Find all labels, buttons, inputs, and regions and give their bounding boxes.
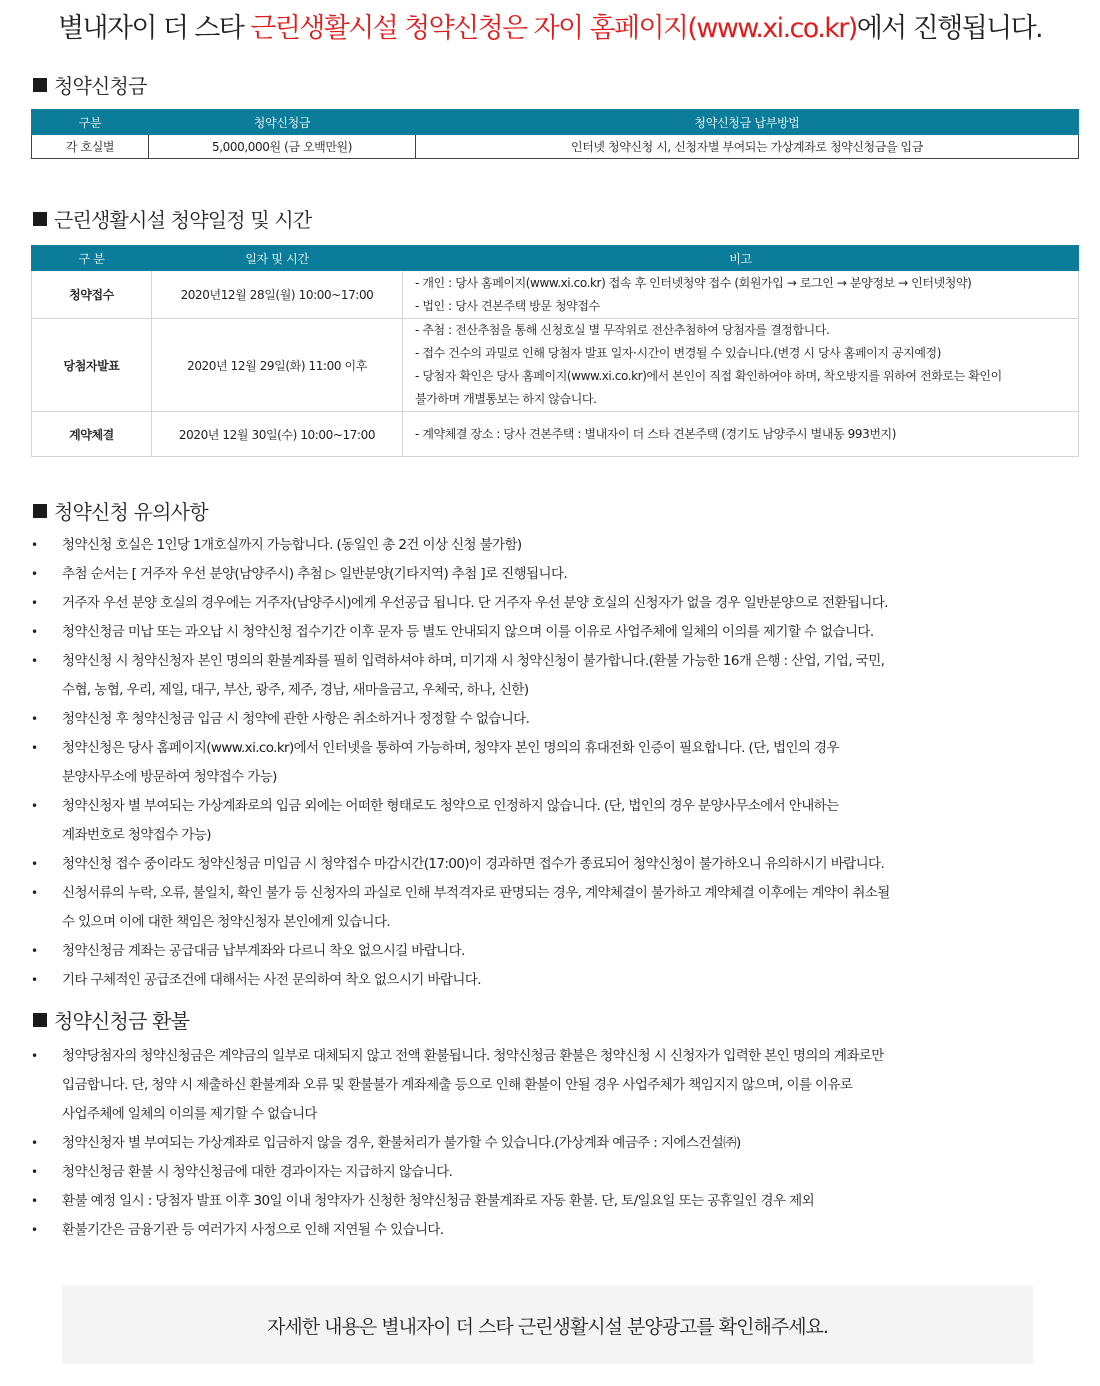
list-item xyxy=(31,850,1091,879)
headline-suffix: 에서 진행됩니다. xyxy=(856,13,1043,44)
schedule-header-category: 구 분 xyxy=(32,246,152,271)
list-item xyxy=(31,705,1091,734)
list-item-text: 수협, 농협, 우리, 제일, 대구, 부산, 광주, 제주, 경남, 새마을금고, 우체국, 하나, 신한) xyxy=(62,682,529,698)
notice-title-text: 청약신청 유의사항 xyxy=(54,500,208,524)
list-item-text: 거주자 우선 분양 호실의 경우에는 거주자(남양주시)에게 우선공급 됩니다. 단 거주자 우선 분양 호실의 신청자가 없을 경우 일반분양으로 전환됩니다. xyxy=(62,595,888,611)
list-item xyxy=(31,560,1091,589)
list-item-text: 사업주체에 일체의 이의를 제기할 수 없습니다 xyxy=(62,1106,317,1122)
list-item-text: 청약신청자 별 부여되는 가상계좌로 입금하지 않을 경우, 환불처리가 불가할 수 있습니다.(가상계좌 예금주 : 지에스건설㈜) xyxy=(62,1135,741,1151)
deposit-cell-method: 인터넷 청약신청 시, 신청자별 부여되는 가상계좌로 청약신청금을 입금 xyxy=(416,135,1079,159)
list-item-text: 청약신청 접수 중이라도 청약신청금 미입금 시 청약접수 마감시간(17:00)이 경과하면 접수가 종료되어 청약신청이 불가하오니 유의하시기 바랍니다. xyxy=(62,856,885,872)
remark-line: - 당첨자 확인은 당사 홈페이지(www.xi.co.kr)에서 본인이 직접 확인하여야 하며, 착오방지를 위하여 전화로는 확인이 xyxy=(415,369,1002,383)
square-bullet-icon xyxy=(33,78,47,92)
list-item xyxy=(31,1158,1091,1187)
list-item xyxy=(31,1042,1091,1129)
deposit-cell-category: 각 호실별 xyxy=(32,135,149,159)
page-headline xyxy=(0,6,1100,45)
list-item-text: 청약신청 호실은 1인당 1개호실까지 가능합니다. (동일인 총 2건 이상 신청 불가함) xyxy=(62,537,522,553)
list-item xyxy=(31,1216,1091,1245)
schedule-table-header xyxy=(32,246,1079,271)
schedule-label-announce: 당첨자발표 xyxy=(32,319,152,412)
list-item-text: 청약신청 시 청약신청자 본인 명의의 환불계좌를 필히 입력하셔야 하며, 미기재 시 청약신청이 불가합니다.(환불 가능한 16개 은행 : 산업, 기업, 국민, xyxy=(62,653,885,669)
list-item xyxy=(31,1187,1091,1216)
schedule-label-apply: 청약접수 xyxy=(32,271,152,319)
remark-line: - 추첨 : 전산추첨을 통해 신청호실 별 무작위로 전산추첨하여 당첨자를 결정합니다. xyxy=(415,323,830,337)
square-bullet-icon xyxy=(33,212,47,226)
list-item-text: 청약신청금 환불 시 청약신청금에 대한 경과이자는 지급하지 않습니다. xyxy=(62,1164,453,1180)
table-row xyxy=(32,271,1079,319)
remark-line: - 계약체결 장소 : 당사 견본주택 : 별내자이 더 스타 견본주택 (경기도 남양주시 별내동 993번지) xyxy=(415,426,897,441)
list-item-text: 기타 구체적인 공급조건에 대해서는 사전 문의하여 착오 없으시기 바랍니다. xyxy=(62,972,481,988)
schedule-header-time: 일자 및 시간 xyxy=(152,246,403,271)
deposit-cell-amount: 5,000,000원 (금 오백만원) xyxy=(149,135,416,159)
remark-line: - 법인 : 당사 견본주택 방문 청약접수 xyxy=(415,298,600,313)
square-bullet-icon xyxy=(33,504,47,518)
list-item-text: 환불기간은 금융기관 등 여러가지 사정으로 인해 지연될 수 있습니다. xyxy=(62,1222,444,1238)
schedule-time-apply: 2020년12월 28일(월) 10:00~17:00 xyxy=(152,271,403,319)
schedule-remarks-contract xyxy=(403,412,1079,457)
list-item xyxy=(31,966,1091,995)
headline-highlight: 근린생활시설 청약신청은 자이 홈페이지(www.xi.co.kr) xyxy=(250,13,857,44)
deposit-header-amount: 청약신청금 xyxy=(149,110,416,135)
table-row xyxy=(32,135,1079,159)
list-item xyxy=(31,531,1091,560)
footer-text: 자세한 내용은 별내자이 더 스타 근린생활시설 분양광고를 확인해주세요. xyxy=(267,1315,828,1338)
deposit-section-title xyxy=(33,70,147,99)
schedule-label-contract: 계약체결 xyxy=(32,412,152,457)
list-item-text: 신청서류의 누락, 오류, 불일치, 확인 불가 등 신청자의 과실로 인해 부적격자로 판명되는 경우, 계약체결이 불가하고 계약체결 이후에는 계약이 취소될 xyxy=(62,885,890,901)
remark-line: - 접수 건수의 과밀로 인해 당첨자 발표 일자·시간이 변경될 수 있습니다.(변경 시 당사 홈페이지 공지예정) xyxy=(415,346,942,360)
schedule-time-announce: 2020년 12월 29일(화) 11:00 이후 xyxy=(152,319,403,412)
table-row xyxy=(32,319,1079,412)
list-item-text: 계좌번호로 청약접수 가능) xyxy=(62,827,211,843)
table-row xyxy=(32,412,1079,457)
list-item-text: 청약당첨자의 청약신청금은 계약금의 일부로 대체되지 않고 전액 환불됩니다. 청약신청금 환불은 청약신청 시 신청자가 입력한 본인 명의의 계좌로만 xyxy=(62,1048,884,1064)
list-item-text: 청약신청 후 청약신청금 입금 시 청약에 관한 사항은 취소하거나 정정할 수 없습니다. xyxy=(62,711,530,727)
list-item xyxy=(31,937,1091,966)
deposit-header-method: 청약신청금 납부방법 xyxy=(416,110,1079,135)
notice-section-title xyxy=(33,496,208,525)
deposit-table xyxy=(31,109,1079,159)
schedule-remarks-announce xyxy=(403,319,1079,412)
list-item xyxy=(31,1129,1091,1158)
list-item-text: 입금합니다. 단, 청약 시 제출하신 환불계좌 오류 및 환불불가 계좌제출 등으로 인해 환불이 안될 경우 사업주체가 책임지지 않으며, 이를 이유로 xyxy=(62,1077,853,1093)
remark-line: 불가하며 개별통보는 하지 않습니다. xyxy=(415,392,597,406)
list-item xyxy=(31,618,1091,647)
list-item-text: 추첨 순서는 [ 거주자 우선 분양(남양주시) 추첨 ▷ 일반분양(기타지역) 추첨 ]로 진행됩니다. xyxy=(62,566,568,582)
refund-list xyxy=(31,1042,1091,1245)
list-item-text: 청약신청자 별 부여되는 가상계좌로의 입금 외에는 어떠한 형태로도 청약으로 인정하지 않습니다. (단, 법인의 경우 분양사무소에서 안내하는 xyxy=(62,798,839,814)
notice-list xyxy=(31,531,1091,995)
schedule-time-contract: 2020년 12월 30일(수) 10:00~17:00 xyxy=(152,412,403,457)
refund-section-title xyxy=(33,1005,189,1034)
list-item xyxy=(31,734,1091,792)
schedule-remarks-apply xyxy=(403,271,1079,319)
list-item xyxy=(31,792,1091,850)
deposit-header-category: 구분 xyxy=(32,110,149,135)
list-item-text: 청약신청금 미납 또는 과오납 시 청약신청 접수기간 이후 문자 등 별도 안내되지 않으며 이를 이유로 사업주체에 일체의 이의를 제기할 수 없습니다. xyxy=(62,624,874,640)
schedule-header-remarks: 비고 xyxy=(403,246,1079,271)
list-item xyxy=(31,879,1091,937)
deposit-table-header xyxy=(32,110,1079,135)
remark-line: - 개인 : 당사 홈페이지(www.xi.co.kr) 접속 후 인터넷청약 접수 (회원가입 → 로그인 → 분양정보 → 인터넷청약) xyxy=(415,275,972,290)
square-bullet-icon xyxy=(33,1013,47,1027)
list-item xyxy=(31,647,1091,705)
list-item-text: 수 있으며 이에 대한 책임은 청약신청자 본인에게 있습니다. xyxy=(62,914,391,930)
refund-title-text: 청약신청금 환불 xyxy=(54,1009,190,1033)
schedule-title-text: 근린생활시설 청약일정 및 시간 xyxy=(54,208,312,232)
list-item xyxy=(31,589,1091,618)
footer-notice-box xyxy=(62,1286,1033,1364)
list-item-text: 청약신청은 당사 홈페이지(www.xi.co.kr)에서 인터넷을 통하여 가능하며, 청약자 본인 명의의 휴대전화 인증이 필요합니다. (단, 법인의 경우 xyxy=(62,740,839,756)
schedule-section-title xyxy=(33,204,311,233)
list-item-text: 분양사무소에 방문하여 청약접수 가능) xyxy=(62,769,277,785)
deposit-title-text: 청약신청금 xyxy=(54,74,147,98)
list-item-text: 환불 예정 일시 : 당첨자 발표 이후 30일 이내 청약자가 신청한 청약신청금 환불계좌로 자동 환불. 단, 토/일요일 또는 공휴일인 경우 제외 xyxy=(62,1193,815,1209)
schedule-table xyxy=(31,245,1079,457)
headline-prefix: 별내자이 더 스타 xyxy=(57,13,251,44)
list-item-text: 청약신청금 계좌는 공급대금 납부계좌와 다르니 착오 없으시길 바랍니다. xyxy=(62,943,465,959)
